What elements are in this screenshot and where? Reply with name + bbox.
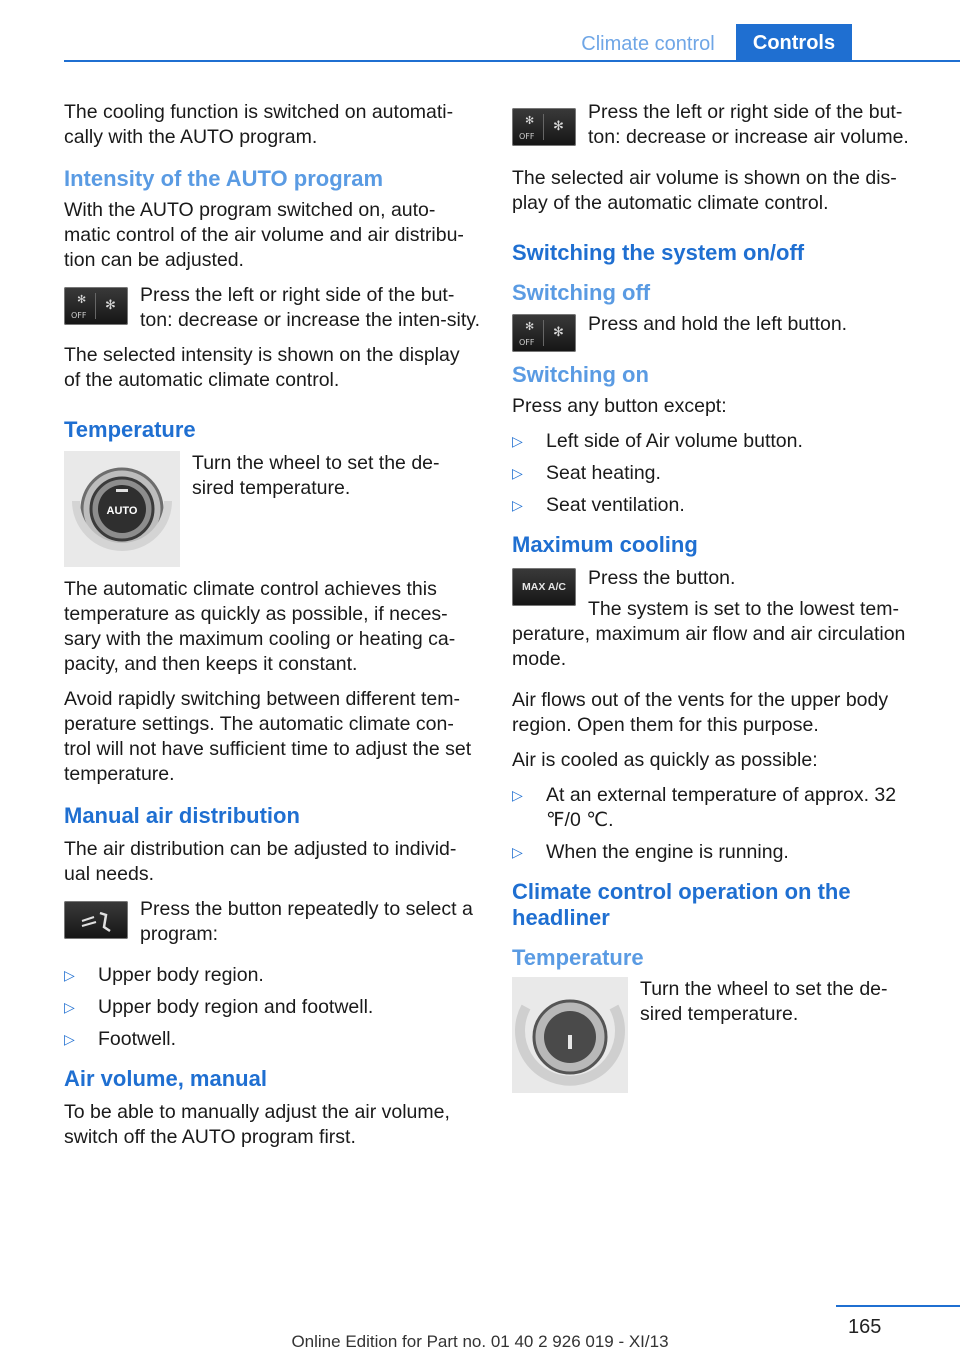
edition-footer: Online Edition for Part no. 01 40 2 926 019 - XI/13 xyxy=(291,1332,669,1351)
para-temp-avoid: Avoid rapidly switching between different tem-perature settings. The automatic climate con-trol will not have sufficient time to adjust the set temperature. xyxy=(64,688,472,785)
air-distribution-icon xyxy=(64,901,128,939)
para-max-flows: Air flows out of the vents for the upper body region. Open them for this purpose. xyxy=(512,689,889,736)
headliner-wheel-icon xyxy=(512,977,628,1093)
para-headliner-wheel: Turn the wheel to set the de-sired temperature. xyxy=(640,978,888,1025)
para-intensity-button: Press the left or right side of the but-ton: decrease or increase the inten-sity. xyxy=(140,284,480,331)
fan-small-icon: ✻ xyxy=(77,294,87,306)
para-max-press: Press the button. xyxy=(588,567,736,589)
fan-small-icon: ✻ xyxy=(525,321,535,333)
temperature-wheel-image xyxy=(64,451,180,567)
heading-air-volume: Air volume, manual xyxy=(64,1066,267,1091)
header-tab-controls: Controls xyxy=(736,24,852,62)
footer-rule xyxy=(836,1305,960,1307)
para-intensity: With the AUTO program switched on, auto-matic control of the air volume and air distribu-tion can be adjusted. xyxy=(64,199,464,271)
triangle-bullet-icon: ▷ xyxy=(512,465,523,481)
para-manual-button: Press the button repeatedly to select a program: xyxy=(140,898,473,945)
list-item: ▷ When the engine is running. xyxy=(512,841,789,863)
triangle-bullet-icon: ▷ xyxy=(512,844,523,860)
max-ac-label: MAX A/C xyxy=(512,568,576,606)
para-airvol-button: Press the left or right side of the but-ton: decrease or increase air volume. xyxy=(588,101,909,148)
fan-button-image xyxy=(64,287,128,325)
fan-large-icon: ✻ xyxy=(105,297,116,312)
para-switching-off: Press and hold the left button. xyxy=(588,313,848,335)
list-item: ▷ Upper body region. xyxy=(64,964,264,986)
heading-headliner-temperature: Temperature xyxy=(512,945,644,970)
air-distribution-button-image xyxy=(64,901,128,939)
para-temp-wheel: Turn the wheel to set the de-sired temperature. xyxy=(192,452,440,499)
triangle-bullet-icon: ▷ xyxy=(64,967,75,983)
auto-label: AUTO xyxy=(106,505,138,517)
page-number: 165 xyxy=(848,1316,882,1338)
fan-large-icon: ✻ xyxy=(553,324,564,339)
fan-large-icon: ✻ xyxy=(553,118,564,133)
triangle-bullet-icon: ▷ xyxy=(512,433,523,449)
fan-button-image xyxy=(512,108,576,146)
para-temp-achieves: The automatic climate control achieves this temperature as quickly as possible, if neces-sary with the maximum cooling or heating ca-pacity, and then keeps it constant. xyxy=(64,578,456,675)
list-item: ▷ Upper body region and footwell. xyxy=(64,996,374,1018)
max-cooling-list xyxy=(512,783,914,865)
header-rule xyxy=(64,60,960,62)
manual-program-list xyxy=(64,963,480,1052)
list-item: ▷ Seat ventilation. xyxy=(512,494,685,516)
heading-intensity: Intensity of the AUTO program xyxy=(64,166,384,191)
temperature-wheel-icon xyxy=(64,451,180,567)
para-cooling-auto: The cooling function is switched on automati-cally with the AUTO program. xyxy=(64,101,454,148)
fan-small-icon: ✻ xyxy=(525,115,535,127)
off-label: OFF xyxy=(519,338,535,347)
max-ac-button-image xyxy=(512,568,576,606)
para-intensity-display: The selected intensity is shown on the display of the automatic climate control. xyxy=(64,344,460,391)
off-label: OFF xyxy=(71,311,87,320)
list-item: ▷ At an external temperature of approx. 32 ℉/0 ℃. xyxy=(512,784,897,831)
para-air-volume: To be able to manually adjust the air volume, switch off the AUTO program first. xyxy=(64,1101,450,1148)
triangle-bullet-icon: ▷ xyxy=(64,999,75,1015)
heading-switching-off: Switching off xyxy=(512,280,651,305)
para-switching-on: Press any button except: xyxy=(512,395,727,417)
switching-on-list xyxy=(512,429,914,518)
list-item: ▷ Left side of Air volume button. xyxy=(512,430,803,452)
heading-manual-distribution: Manual air distribution xyxy=(64,803,300,828)
fan-button-image xyxy=(512,314,576,352)
triangle-bullet-icon: ▷ xyxy=(512,497,523,513)
triangle-bullet-icon: ▷ xyxy=(512,787,523,803)
para-manual: The air distribution can be adjusted to individ-ual needs. xyxy=(64,838,457,885)
list-item: ▷ Seat heating. xyxy=(512,462,661,484)
list-item: ▷ Footwell. xyxy=(64,1028,177,1050)
heading-switching: Switching the system on/off xyxy=(512,240,805,265)
heading-temperature: Temperature xyxy=(64,417,196,442)
heading-headliner: Climate control operation on the headliner xyxy=(512,879,851,930)
heading-maximum-cooling: Maximum cooling xyxy=(512,532,698,557)
para-max-system: The system is set to the lowest tem-perature, maximum air flow and air circulation mode. xyxy=(512,598,906,670)
header-section-title: Climate control xyxy=(581,33,715,55)
headliner-wheel-image xyxy=(512,977,628,1093)
para-airvol-display: The selected air volume is shown on the dis-play of the automatic climate control. xyxy=(512,167,897,214)
heading-switching-on: Switching on xyxy=(512,362,649,387)
para-max-cooled: Air is cooled as quickly as possible: xyxy=(512,749,818,771)
triangle-bullet-icon: ▷ xyxy=(64,1031,75,1047)
left-column xyxy=(64,100,480,1160)
off-label: OFF xyxy=(519,132,535,141)
right-column xyxy=(512,100,914,1097)
